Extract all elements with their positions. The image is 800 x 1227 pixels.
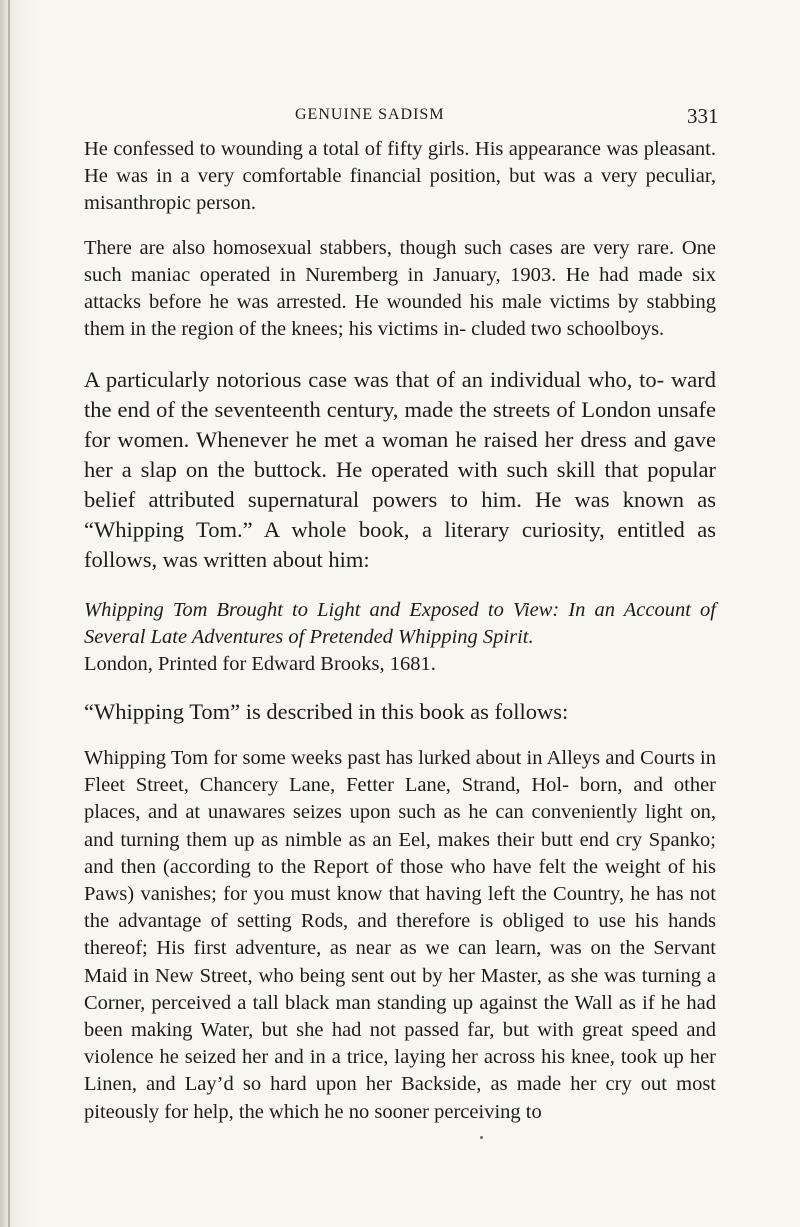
- page-gutter-shadow: [0, 0, 38, 1227]
- paragraph: A particularly notorious case was that of an individual who, to- ward the end of the seventeenth century, made the streets of London unsafe for women. Whenever he met a woman he raised her dress and gave her a slap on the buttock. He operated with such skill that popular belief attributed supernatural powers to him. He was known as “Whipping Tom.” A whole book, a literary curiosity, entitled as follows, was written about him:: [84, 367, 716, 572]
- binding-edge: [8, 0, 10, 1227]
- quoted-passage: Whipping Tom for some weeks past has lurked about in Alleys and Courts in Fleet Street, Chancery Lane, Fetter Lane, Strand, Hol- born, and other places, and at unawares seizes upon such as he can conveniently light on, and turning them up as nimble as an Eel, makes their butt end cry Spanko; and then (according to the Report of those who have felt the weight of his Paws) vanishes; for you must know that having left the Country, he has not the advantage of setting Rods, and therefore is obliged to use his hands thereof; His first adventure, as near as we can learn, was on the Servant Maid in New Street, who being sent out by her Master, as she was turning a Corner, perceived a tall black man standing up against the Wall as if he had been making Water, but she had not passed far, but with great speed and violence he seized her and in a trice, laying her across his knee, took up her Linen, and Lay’d so hard upon her Backside, as made her cry out most piteously for help, the which he no sooner perceiving to: [84, 747, 716, 1123]
- book-imprint: London, Printed for Edward Brooks, 1681.: [84, 653, 436, 675]
- running-head: GENUINE SADISM: [295, 106, 445, 123]
- page-speck: [480, 1136, 483, 1139]
- book-citation: [84, 597, 716, 678]
- book-title: Whipping Tom Brought to Light and Exposed to View: In an Account of Several Late Adventures of Pretended Whipping Spirit.: [84, 599, 716, 648]
- page-header: [0, 104, 800, 134]
- page-number: 331: [687, 104, 719, 128]
- paragraph: There are also homosexual stabbers, though such cases are very rare. One such maniac operated in Nuremberg in January, 1903. He had made six attacks before he was arrested. He wounded his male victims by stabbing them in the region of the knees; his victims in- cluded two schoolboys.: [84, 237, 716, 340]
- paragraph: He confessed to wounding a total of fifty girls. His appearance was pleasant. He was in a very comfortable financial position, but was a very peculiar, misanthropic person.: [84, 138, 716, 214]
- page-body: [84, 136, 716, 1126]
- paragraph: “Whipping Tom” is described in this book as follows:: [84, 699, 569, 724]
